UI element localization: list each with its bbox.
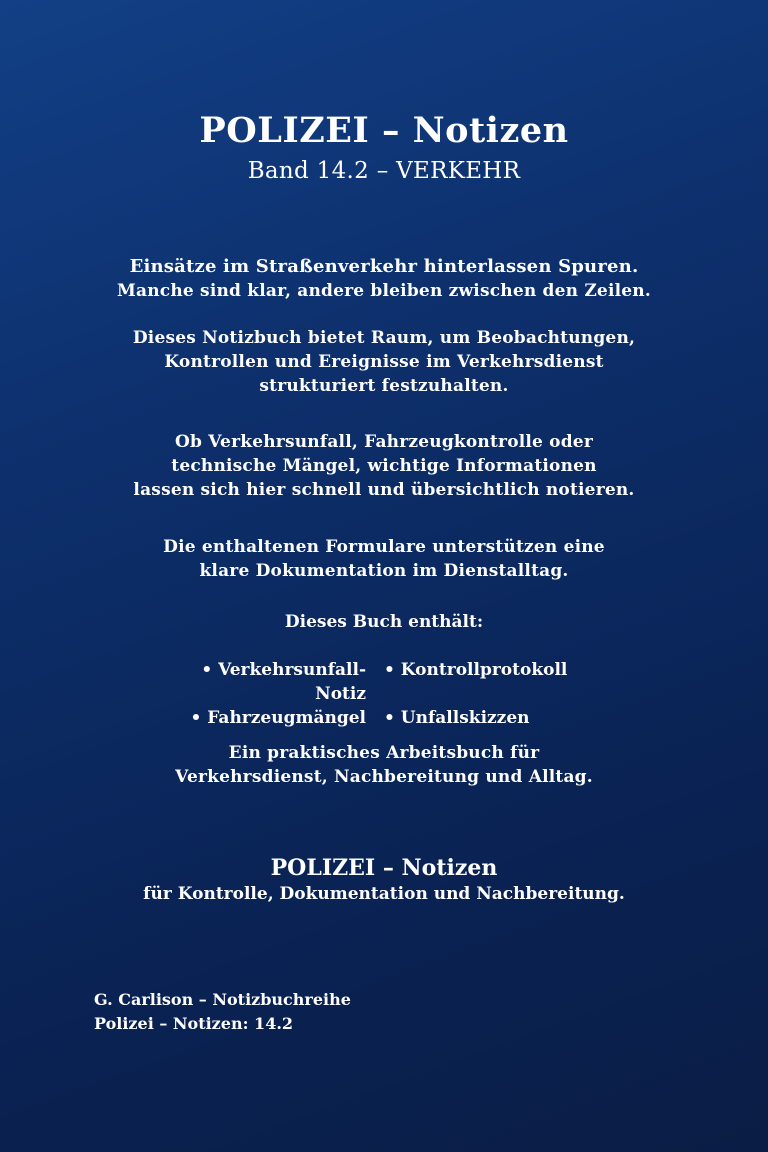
author-line: G. Carlison – Notizbuchreihe: [94, 990, 351, 1009]
contents-heading: Dieses Buch enthält:: [284, 612, 484, 632]
forms-line: klare Dokumentation im Dienstalltag.: [199, 561, 569, 581]
description-line: Kontrollen und Ereignisse im Verkehrsdienst: [164, 352, 604, 372]
slogan-title: POLIZEI – Notizen: [270, 855, 498, 881]
usage-line: lassen sich hier schnell und übersichtlich notieren.: [133, 480, 635, 500]
contents-item: • Unfallskizzen: [384, 708, 530, 728]
description-line: strukturiert festzuhalten.: [259, 376, 509, 396]
description-paragraph: [0, 326, 768, 398]
usage-line: technische Mängel, wichtige Informationen: [171, 456, 597, 476]
usage-line: Ob Verkehrsunfall, Fahrzeugkontrolle oder: [175, 432, 593, 452]
contents-item: • Verkehrsunfall-Notiz: [201, 660, 366, 704]
summary-paragraph: [0, 741, 768, 789]
contents-item: • Kontrollprotokoll: [384, 660, 568, 680]
contents-row: [0, 706, 768, 730]
contents-item: • Fahrzeugmängel: [190, 708, 366, 728]
credits: [94, 988, 351, 1036]
description-line: Dieses Notizbuch bietet Raum, um Beobachtungen,: [132, 328, 636, 348]
slogan-subtitle: für Kontrolle, Dokumentation und Nachbereitung.: [143, 884, 625, 904]
summary-line: Verkehrsdienst, Nachbereitung und Alltag.: [175, 767, 593, 787]
cover-subtitle: Band 14.2 – VERKEHR: [247, 158, 521, 184]
forms-paragraph: [0, 535, 768, 583]
series-line: Polizei – Notizen: 14.2: [94, 1014, 294, 1033]
usage-paragraph: [0, 430, 768, 502]
intro-line: Manche sind klar, andere bleiben zwischen den Zeilen.: [117, 281, 651, 301]
summary-line: Ein praktisches Arbeitsbuch für: [228, 743, 540, 763]
intro-paragraph: [0, 255, 768, 303]
forms-line: Die enthaltenen Formulare unterstützen eine: [163, 537, 605, 557]
contents-list: [0, 658, 768, 730]
intro-line: Einsätze im Straßenverkehr hinterlassen Spuren.: [129, 256, 639, 277]
cover-title: POLIZEI – Notizen: [199, 110, 569, 151]
contents-row: [0, 658, 768, 706]
